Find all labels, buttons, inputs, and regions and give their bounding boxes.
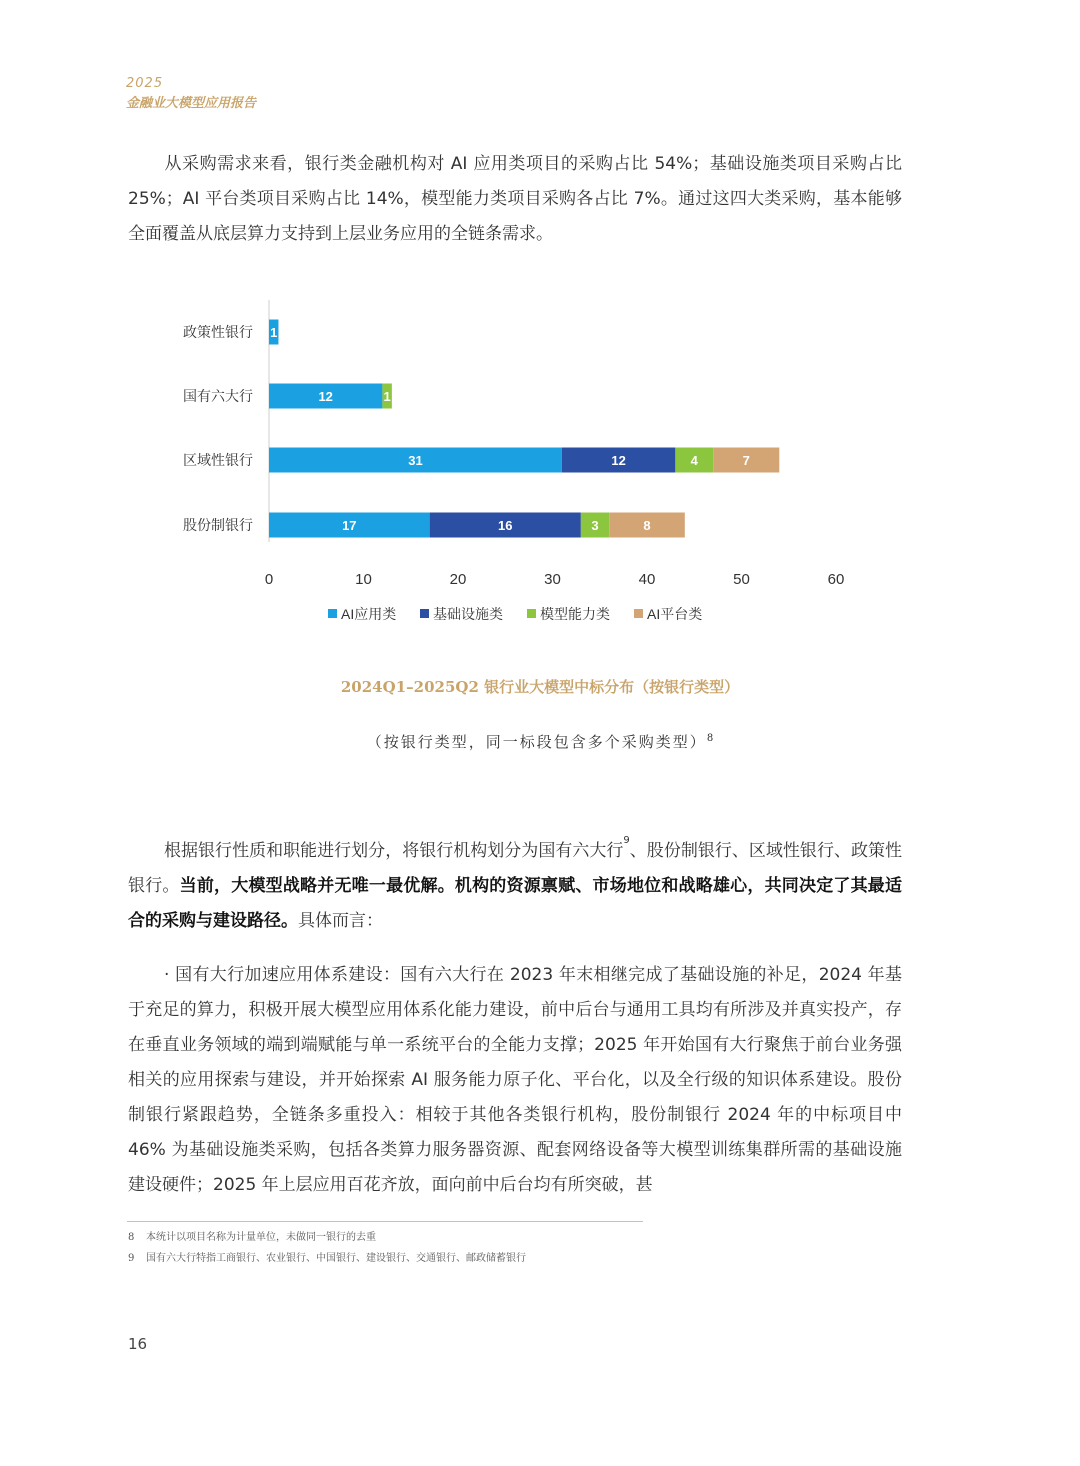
- p2-text-b: 、股份制银行、区域性银行、政策性银行。: [128, 841, 903, 896]
- chart-caption-subtitle: [0, 731, 1080, 752]
- paragraph-procurement-text: 从采购需求来看，银行类金融机构对 AI 应用类项目的采购占比 54%；基础设施类项目采购占比 25%；AI 平台类项目采购占比 14%，模型能力类项目采购各占比 7%。通过这四大类采购，基本能够全面覆盖从底层算力支持到上层业务应用的全链条需求。: [128, 154, 902, 244]
- x-tick-label: 0: [264, 571, 274, 588]
- p2-text-a: 根据银行性质和职能进行划分，将银行机构划分为国有六大行: [164, 841, 624, 861]
- paragraph-bank-classification: [128, 834, 902, 939]
- header-year: 2025: [126, 76, 164, 91]
- category-label: 政策性银行: [183, 324, 253, 340]
- paragraph-state-banks: [128, 958, 902, 1203]
- legend-label: 模型能力类: [540, 606, 610, 622]
- category-label: 股份制银行: [183, 517, 253, 533]
- category-label: 国有六大行: [183, 388, 253, 404]
- legend-swatch: [420, 609, 429, 618]
- bar-value-label: 1: [270, 325, 278, 340]
- p2-text-c: 具体而言：: [298, 911, 383, 931]
- footnote-8: [128, 1228, 376, 1243]
- stacked-bar-chart: [0, 280, 1080, 640]
- x-tick-label: 30: [544, 571, 561, 588]
- footnote-8-text: 本统计以项目名称为计量单位，未做同一银行的去重: [146, 1232, 376, 1243]
- x-tick-label: 40: [638, 571, 656, 588]
- footnote-divider: [127, 1221, 643, 1222]
- header-title: 金融业大模型应用报告: [126, 96, 257, 111]
- paragraph-state-banks-text: · 国有大行加速应用体系建设：国有六大行在 2023 年末相继完成了基础设施的补足，2024 年基于充足的算力，积极开展大模型应用体系化能力建设，前中后台与通用工具均有所涉及并真实投产，存在垂直业务领域的端到端赋能与单一系统平台的全能力支撑；2025 年开始国有大行聚焦于前台业务强相关的应用探索与建设，并开始探索 AI 服务能力原子化、平台化，以及全行级的知识体系建设。股份制银行紧跟趋势，全链条多重投入：相较于其他各类银行机构，股份制银行 2024 年的中标项目中 46% 为基础设施类采购，包括各类算力服务器资源、配套网络设备等大模型训练集群所需的基础设施建设硬件；2025 年上层应用百花齐放，面向前中后台均有所突破，甚: [128, 965, 902, 1195]
- legend-label: AI应用类: [341, 606, 397, 622]
- footnote-ref-8[interactable]: 8: [706, 733, 714, 744]
- p2-bold-text: 当前，大模型战略并无唯一最优解。机构的资源禀赋、市场地位和战略雄心，共同决定了其最适合的采购与建设路径。: [128, 876, 903, 931]
- legend-swatch: [527, 609, 536, 618]
- bar-value-label: 12: [318, 389, 333, 404]
- page-number: 16: [128, 1335, 148, 1353]
- footnote-9-text: 国有六大行特指工商银行、农业银行、中国银行、建设银行、交通银行、邮政储蓄银行: [146, 1253, 526, 1264]
- category-label: 区域性银行: [183, 452, 253, 468]
- chart-caption-subtitle-text: （按银行类型，同一标段包含多个采购类型）: [366, 733, 707, 751]
- x-tick-label: 10: [355, 571, 372, 588]
- legend-swatch: [328, 609, 337, 618]
- bar-value-label: 3: [591, 518, 599, 533]
- bar-value-label: 7: [742, 453, 750, 468]
- legend-swatch: [634, 609, 643, 618]
- bar-value-label: 8: [643, 518, 651, 533]
- footnote-ref-9[interactable]: 9: [623, 835, 630, 846]
- bar-value-label: 16: [498, 518, 513, 533]
- bar-value-label: 31: [408, 453, 423, 468]
- footnote-9-number: 9: [128, 1253, 135, 1264]
- paragraph-procurement: [128, 147, 902, 252]
- legend-label: 基础设施类: [433, 606, 503, 622]
- x-tick-label: 50: [733, 571, 750, 588]
- bar-value-label: 1: [383, 389, 391, 404]
- x-tick-label: 60: [827, 571, 845, 588]
- bar-value-label: 4: [690, 453, 698, 468]
- footnote-8-number: 8: [128, 1232, 135, 1243]
- chart-caption-title: 2024Q1–2025Q2 银行业大模型中标分布（按银行类型）: [340, 678, 740, 696]
- footnote-9: [128, 1249, 526, 1264]
- bar-value-label: 12: [611, 453, 626, 468]
- legend-label: AI平台类: [647, 606, 703, 622]
- x-tick-label: 20: [449, 571, 467, 588]
- bar-value-label: 17: [342, 518, 357, 533]
